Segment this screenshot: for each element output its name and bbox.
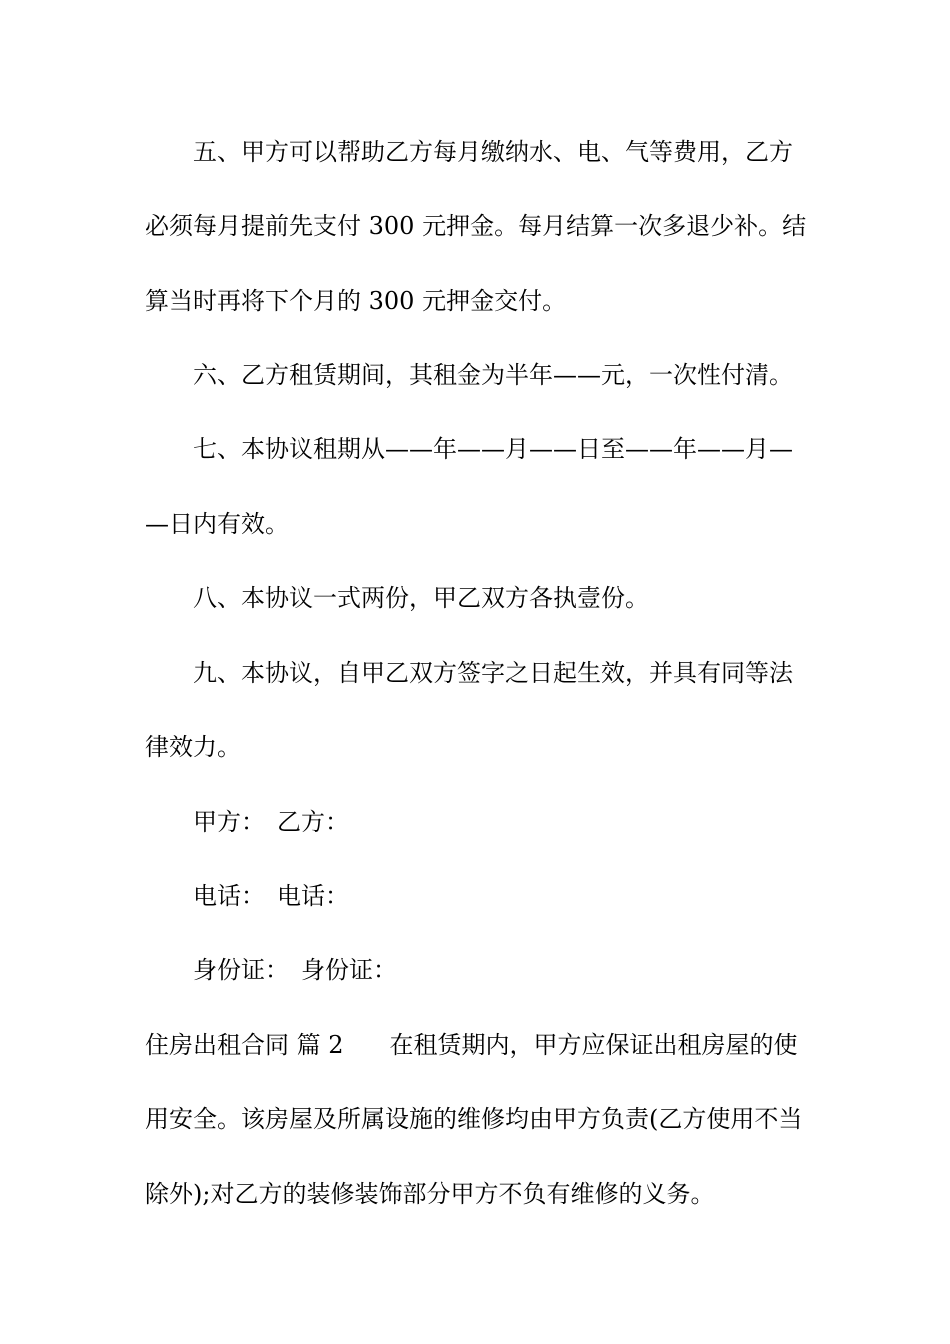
clause-8: 八、本协议一式两份，甲乙双方各执壹份。 xyxy=(193,584,649,612)
clause-5-line-3: 算当时再将下个月的 300 元押金交付。 xyxy=(145,287,567,315)
signature-party-line: 甲方： 乙方： xyxy=(193,808,349,836)
clause-5-line-1: 五、甲方可以帮助乙方每月缴纳水、电、气等费用，乙方 xyxy=(193,138,793,166)
signature-phone-line: 电话： 电话： xyxy=(193,882,349,910)
section-2-text: 在租赁期内，甲方应保证出租房屋的使 xyxy=(389,1031,798,1059)
clause-7-line-2: —日内有效。 xyxy=(145,510,289,538)
signature-id-line: 身份证： 身份证： xyxy=(193,956,397,984)
clause-5-line-2: 必须每月提前先支付 300 元押金。每月结算一次多退少补。结 xyxy=(145,212,807,240)
clause-9-line-1: 九、本协议，自甲乙双方签字之日起生效，并具有同等法 xyxy=(193,659,793,687)
clause-7-line-1: 七、本协议租期从——年——月——日至——年——月— xyxy=(193,435,793,463)
section-2-line-2: 用安全。该房屋及所属设施的维修均由甲方负责(乙方使用不当 xyxy=(145,1105,803,1133)
clause-6: 六、乙方租赁期间，其租金为半年——元，一次性付清。 xyxy=(193,361,793,389)
section-2-title: 住房出租合同 篇 2 xyxy=(145,1031,344,1059)
clause-9-line-2: 律效力。 xyxy=(145,733,241,761)
section-2-line-3: 除外);对乙方的装修装饰部分甲方不负有维修的义务。 xyxy=(145,1180,715,1208)
section-2-first-line xyxy=(145,1025,810,1065)
